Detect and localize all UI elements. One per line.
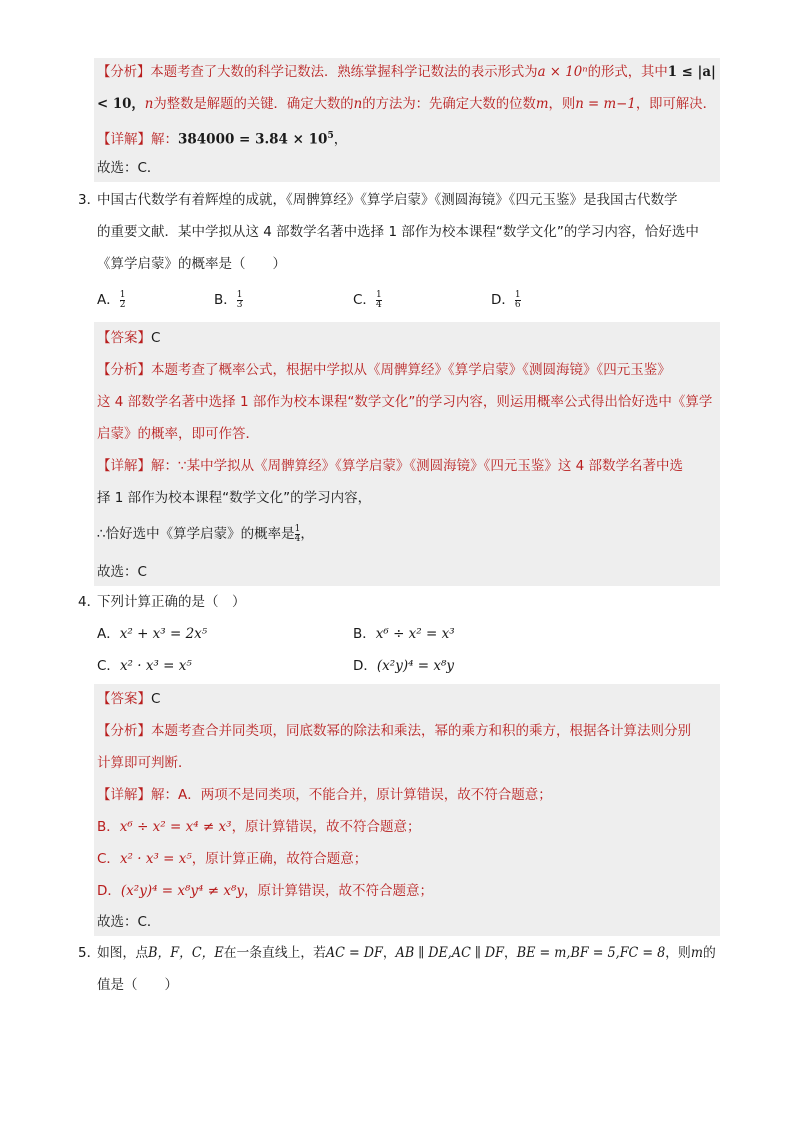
q3-choose-line: 故选：C <box>97 564 147 580</box>
q4-detail-line-2: B．x⁶ ÷ x² = x⁴ ≠ x³，原计算错误，故不符合题意； <box>97 819 421 835</box>
q2-choose-line: 故选：C． <box>97 160 161 176</box>
q4-analysis-line-2: 计算即可判断． <box>97 755 192 771</box>
fraction: $\frac{1}{6}$ <box>514 289 521 310</box>
q4-option-d: D．(x²y)⁴ = x⁸y <box>353 658 455 674</box>
q3-option-d: D． $\frac{1}{6}$ <box>491 289 521 310</box>
fraction: $\frac{1}{4}$ <box>294 523 301 544</box>
fraction: $\frac{1}{4}$ <box>375 289 382 310</box>
q2-analysis-line-2: < 10，n为整数是解题的关键．确定大数的n的方法为：先确定大数的位数m，则n = m−1，即可解决． <box>97 96 716 112</box>
q4-number: 4． <box>78 594 101 610</box>
q3-number: 3． <box>78 192 101 208</box>
q4-stem: 下列计算正确的是（ ） <box>97 594 246 610</box>
q3-stem-line-2: 的重要文献．某中学拟从这 4 部数学名著中选择 1 部作为校本课程“数学文化”的学习内容，恰好选中 <box>97 224 699 240</box>
fraction: $\frac{1}{2}$ <box>119 289 126 310</box>
detail-tag: 【详解】 <box>97 131 151 148</box>
q4-option-b: B．x⁶ ÷ x² = x³ <box>353 626 455 642</box>
q3-option-a: A． $\frac{1}{2}$ <box>97 289 126 310</box>
q4-choose-line: 故选：C． <box>97 914 161 930</box>
q3-analysis-line-3: 启蒙》的概率，即可作答． <box>97 426 259 442</box>
q4-detail-line-1: 【详解】解：A．两项不是同类项，不能合并，原计算错误，故不符合题意； <box>97 787 552 803</box>
q5-stem-line-2: 值是（ ） <box>97 977 178 993</box>
q3-detail-line-2: 择 1 部作为校本课程“数学文化”的学习内容， <box>97 490 372 506</box>
q3-analysis-line-1: 【分析】本题考查了概率公式，根据中学拟从《周髀算经》《算学启蒙》《测圆海镜》《四元玉鉴》 <box>97 362 671 378</box>
answer-tag: 【答案】 <box>97 330 151 346</box>
q2-analysis-line-1: 【分析】本题考查了大数的科学记数法．熟练掌握科学记数法的表示形式为a × 10ⁿ的形式，其中1 ≤ |a| <box>97 64 716 80</box>
q4-detail-line-4: D．(x²y)⁴ = x⁸y⁴ ≠ x⁸y，原计算错误，故不符合题意； <box>97 883 434 899</box>
q3-analysis-line-2: 这 4 部数学名著中选择 1 部作为校本课程“数学文化”的学习内容，则运用概率公式得出恰好选中《算学 <box>97 394 713 410</box>
q4-answer-line: 【答案】C <box>97 691 161 707</box>
q3-stem-line-3: 《算学启蒙》的概率是（ ） <box>97 256 286 272</box>
q3-option-b: B． $\frac{1}{3}$ <box>214 289 243 310</box>
q3-stem-line-1: 中国古代数学有着辉煌的成就，《周髀算经》《算学启蒙》《测圆海镜》《四元玉鉴》是我国古代数学 <box>97 192 678 208</box>
q2-detail-line: 【详解】解：$384000 = 3.84 \times 10^5$， <box>97 131 348 148</box>
q3-option-c: C． $\frac{1}{4}$ <box>353 289 382 310</box>
q3-detail-line-3: ∴恰好选中《算学启蒙》的概率是 $\frac{1}{4}$ ， <box>97 523 314 544</box>
q3-detail-line-1: 【详解】解：∵某中学拟从《周髀算经》《算学启蒙》《测圆海镜》《四元玉鉴》这 4 部数学名著中选 <box>97 458 684 474</box>
fraction: $\frac{1}{3}$ <box>236 289 243 310</box>
q3-answer-line: 【答案】C <box>97 330 161 346</box>
q4-option-c: C．x² · x³ = x⁵ <box>97 658 192 674</box>
q5-number: 5． <box>78 945 101 961</box>
analysis-tag: 【分析】 <box>97 64 151 80</box>
q4-option-a: A．x² + x³ = 2x⁵ <box>97 626 208 642</box>
q4-detail-line-3: C．x² · x³ = x⁵，原计算正确，故符合题意； <box>97 851 368 867</box>
q5-stem-line-1: 如图，点B，F，C，E在一条直线上，若AC = DF，AB ∥ DE,AC ∥ DF，BE = m,BF = 5,FC = 8，则m的 <box>97 945 716 961</box>
q4-analysis-line-1: 【分析】本题考查合并同类项，同底数幂的除法和乘法，幂的乘方和积的乘方，根据各计算法则分别 <box>97 723 691 739</box>
